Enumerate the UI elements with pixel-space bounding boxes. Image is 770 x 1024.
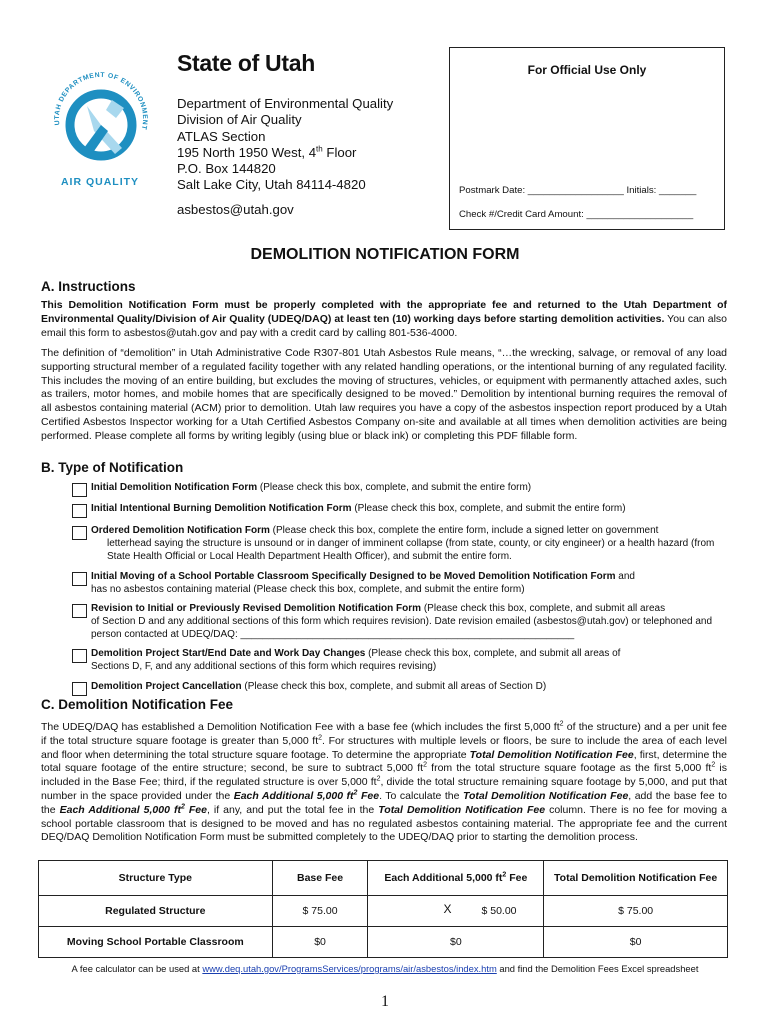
total-fee-header: Total Demolition Notification Fee xyxy=(544,861,728,896)
table-row xyxy=(39,896,728,927)
structure-type-cell: Regulated Structure xyxy=(39,896,273,927)
page-number: 1 xyxy=(381,993,389,1010)
agency-email: asbestos@utah.gov xyxy=(177,202,294,217)
demolition-definition-paragraph: The definition of “demolition” in Utah Administrative Code R307-801 Utah Asbestos Rule means, “…the wrecking, salvage, or removal of any load supporting structural member of a regulated facility together with any related handling operations, or the intentional burning of any regulated facility. This includes the moving of an entire building, but excludes the moving of structures, vehicles, or equipment with permanently attached axles, such as trailers, motor homes, and mobile homes that are specifically designed to be moved.” Demolition by intentional burning requires the removal of all asbestos containing material (ACM) prior to demolition. Utah law requires you have a copy of the asbestos inspection report produced by a Utah Certified Asbestos Inspector working for a Utah Certified Asbestos Company on-site and available at all times when demolition activities are being performed. Please complete all forms by writing legibly (using blue or black ink) or completing this PDF fillable form. xyxy=(41,347,727,442)
structure-type-cell: Moving School Portable Classroom xyxy=(39,927,273,958)
ordered-demolition-checkbox[interactable] xyxy=(72,526,87,540)
check-amount-field[interactable]: Check #/Credit Card Amount: ____________________ xyxy=(459,209,694,220)
utah-deq-air-quality-logo xyxy=(42,48,160,198)
multiplier-field[interactable]: X xyxy=(443,902,452,916)
section-line: ATLAS Section xyxy=(177,128,266,144)
structure-type-header: Structure Type xyxy=(39,861,273,896)
section-a-heading: A. Instructions xyxy=(41,279,136,294)
po-box-line: P.O. Box 144820 xyxy=(177,161,276,177)
section-b-heading: B. Type of Notification xyxy=(41,460,184,475)
base-fee-header: Base Fee xyxy=(272,861,368,896)
logo-caption: AIR QUALITY xyxy=(60,176,140,188)
fee-table xyxy=(38,860,728,958)
school-portable-classroom-checkbox[interactable] xyxy=(72,572,87,586)
fee-calculator-link[interactable]: www.deq.utah.gov/ProgramsServices/programs/air/asbestos/index.htm xyxy=(202,963,497,974)
option-ordered-demolition: Ordered Demolition Notification Form (Please check this box, complete the entire form, include a signed letter on government letterhead saying the structure is unsound or in danger of imminent collapse (from state, county, or city engineer) or a health hazard (from State Health Official or Local Health Department Health Officer), and submit the entire form. xyxy=(72,525,727,563)
option-school-portable-classroom: Initial Moving of a School Portable Classroom Specifically Designed to be Moved Demolition Notification Form and has no asbestos containing material (Please check this box, complete, and submit the entire form) xyxy=(72,571,727,597)
initial-demolition-checkbox[interactable] xyxy=(72,483,87,497)
cancellation-checkbox[interactable] xyxy=(72,682,87,696)
option-intentional-burning: Initial Intentional Burning Demolition Notification Form (Please check this box, complete, and submit the entire form) xyxy=(72,503,727,516)
agency-address xyxy=(177,96,393,194)
department-line: Department of Environmental Quality xyxy=(177,96,394,111)
option-date-changes: Demolition Project Start/End Date and Work Day Changes (Please check this box, complete, and submit all areas of Sections D, F, and any additional sections of this form which requires revising) xyxy=(72,648,727,674)
state-title: State of Utah xyxy=(177,50,315,76)
option-cancellation: Demolition Project Cancellation (Please check this box, complete, and submit all areas of Section D) xyxy=(72,681,727,694)
total-fee-cell[interactable]: $ 75.00 xyxy=(544,896,728,927)
section-c-heading: C. Demolition Notification Fee xyxy=(41,697,234,712)
option-revision: Revision to Initial or Previously Revised Demolition Notification Form (Please check this box, complete, and submit all areas of Section D and any additional sections of this form which requires revision). Date revision emailed (asbestos@utah.gov) or telephoned and person contacted at UDEQ/DAQ: ____________________________________________________________ xyxy=(72,603,727,641)
each-additional-cell: $0 xyxy=(368,927,544,958)
city-line: Salt Lake City, Utah 84114-4820 xyxy=(177,177,366,193)
base-fee-cell: $ 75.00 xyxy=(272,896,368,927)
postmark-date-field[interactable]: Postmark Date: __________________ Initials: _______ xyxy=(459,185,697,196)
fee-explanation-paragraph: The UDEQ/DAQ has established a Demolition Notification Fee with a base fee (which includes the first 5,000 $ft^2$ of the structure) and a per unit fee if the total structure square footage is greater than 5,000 $ft^2$. For structures with multiple levels or floors, be sure to include the area of each level and floor when determining the total structure square footage. To determine the appropriate Total Demolition Notification Fee, first, determine the total square footage of the entire structure; second, be sure to subtract 5,000 $ft^2$ from the total structure square footage as the first 5,000 $ft^2$ is included in the Base Fee; third, if the regulated structure is over 5,000 $ft^2$, divide the total structure remaining square footage by 5,000, and put that number in the space provided under the Each Additional 5,000 $ft^2$ Fee. To calculate the Total Demolition Notification Fee, add the base fee to the Each Additional 5,000 $ft^2$ Fee, if any, and put the total fee in the Total Demolition Notification Fee column. There is no fee for moving a school portable classroom that is designed to be moved and has no regulated asbestos containing material. The appropriate fee and the current DEQ/DAQ Demolition Notification Form must be submitted completely to the UDEQ/DAQ prior to starting the demolition process. xyxy=(41,720,728,844)
instructions-paragraph: This Demolition Notification Form must be properly completed with the appropriate fee and returned to the Utah Department of Environmental Quality/Division of Air Quality (UDEQ/DAQ) at least ten (10) working days before starting demolition activities. You can also email this form to asbestos@utah.gov and pay with a credit card by calling 801-536-4000. xyxy=(41,299,727,339)
date-changes-checkbox[interactable] xyxy=(72,649,87,663)
division-line: Division of Air Quality xyxy=(177,112,302,128)
intentional-burning-checkbox[interactable] xyxy=(72,504,87,518)
option-initial-demolition: Initial Demolition Notification Form (Please check this box, complete, and submit the entire form) xyxy=(72,482,727,495)
fee-table-header-row xyxy=(39,861,728,896)
svg-text:UTAH DEPARTMENT OF ENVIRONMENT: UTAH DEPARTMENT OF ENVIRONMENT xyxy=(53,71,149,131)
base-fee-cell: $0 xyxy=(272,927,368,958)
fee-calculator-note: A fee calculator can be used at www.deq.utah.gov/ProgramsServices/programs/air/asbestos/index.htm and find the Demolition Fees Excel spreadsheet xyxy=(71,963,699,974)
official-use-box xyxy=(449,47,725,230)
table-row xyxy=(39,927,728,958)
revision-checkbox[interactable] xyxy=(72,604,87,618)
total-fee-cell: $0 xyxy=(544,927,728,958)
each-additional-cell[interactable]: X $ 50.00 xyxy=(368,896,544,927)
each-additional-header: Each Additional 5,000 $ft^2$ Fee xyxy=(368,861,544,896)
street-line: 195 North 1950 West, 4th Floor xyxy=(177,144,357,160)
official-use-title: For Official Use Only xyxy=(527,63,647,77)
form-title: DEMOLITION NOTIFICATION FORM xyxy=(250,246,520,263)
